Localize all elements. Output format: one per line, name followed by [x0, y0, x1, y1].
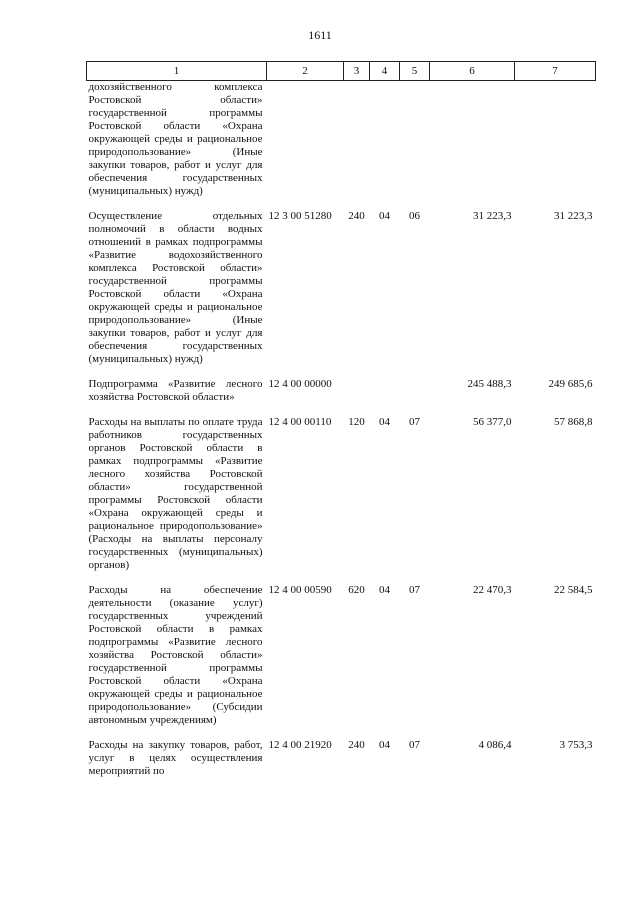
row-rz — [370, 81, 400, 199]
table-row — [87, 584, 596, 727]
row-name: дохозяйственного комплекса Ростовской области» государственной программы Ростовской области «Охрана окружающей среды и рациональное природопользование» (Иные закупки товаров, работ и услуг для обеспечения государственных (муниципальных) нужд) — [88, 81, 263, 197]
row-code: 12 4 00 00000 — [268, 378, 332, 390]
row-gap — [87, 404, 596, 416]
row-name: Расходы на выплаты по оплате труда работников государственных органов Ростовской области в рамках подпрограммы «Развитие лесного хозяйства Ростовской области» государственной программы Ростовской области «Охрана окружающей среды и рациональное природопользование» (Расходы на выплаты персоналу государственных (муниципальных) органов) — [88, 416, 263, 571]
row-pr: 07 — [409, 416, 420, 428]
row-sum1 — [430, 81, 515, 199]
row-name: Расходы на закупку товаров, работ, услуг в целях осуществления мероприятий по — [88, 739, 263, 777]
row-sum1: 4 086,4 — [478, 739, 512, 751]
row-rz: 04 — [379, 210, 390, 222]
row-gap — [87, 366, 596, 378]
budget-table — [86, 61, 596, 778]
row-rz: 04 — [379, 416, 390, 428]
row-name: Осуществление отдельных полномочий в области водных отношений в рамках подпрограммы «Развитие водохозяйственного комплекса Ростовской области» государственной программы Ростовской области «Охрана окружающей среды и рациональное природопользование» (Иные закупки товаров, работ и услуг для обеспечения государственных (муниципальных) нужд) — [88, 210, 263, 365]
header-row — [87, 62, 596, 81]
row-pr: 07 — [409, 739, 420, 751]
header-cell-5: 5 — [400, 62, 430, 81]
table-row — [87, 739, 596, 778]
table-row — [87, 210, 596, 366]
row-name: Подпрограмма «Развитие лесного хозяйства Ростовской области» — [88, 378, 263, 403]
row-sum2: 3 753,3 — [559, 739, 593, 751]
row-rz: 04 — [379, 584, 390, 596]
row-code: 12 4 00 00110 — [268, 416, 332, 428]
row-sum1: 22 470,3 — [473, 584, 512, 596]
row-sum1: 245 488,3 — [467, 378, 512, 390]
row-sum2: 249 685,6 — [548, 378, 593, 390]
header-cell-6: 6 — [430, 62, 515, 81]
header-cell-2: 2 — [267, 62, 344, 81]
header-cell-4: 4 — [370, 62, 400, 81]
row-sum2: 57 868,8 — [554, 416, 593, 428]
row-vr — [344, 378, 370, 404]
row-sum1: 56 377,0 — [473, 416, 512, 428]
row-code: 12 3 00 51280 — [268, 210, 332, 222]
row-code: 12 4 00 00590 — [268, 584, 332, 596]
row-name: Расходы на обеспечение деятельности (оказание услуг) государственных учреждений Ростовской области в рамках подпрограммы «Развитие лесного хозяйства Ростовской области» государственной программы Ростовской области «Охрана окружающей среды и рациональное природопользование» (Субсидии автономным учреждениям) — [88, 584, 263, 726]
row-vr: 240 — [348, 739, 365, 751]
row-sum2: 22 584,5 — [554, 584, 593, 596]
header-cell-3: 3 — [344, 62, 370, 81]
table-row — [87, 416, 596, 572]
header-cell-7: 7 — [515, 62, 596, 81]
row-gap — [87, 727, 596, 739]
row-pr — [400, 81, 430, 199]
table-row — [87, 81, 596, 199]
row-gap — [87, 198, 596, 210]
row-gap — [87, 572, 596, 584]
row-vr: 620 — [348, 584, 365, 596]
row-vr: 120 — [348, 416, 365, 428]
row-sum2 — [515, 81, 596, 199]
row-pr: 06 — [409, 210, 420, 222]
row-pr: 07 — [409, 584, 420, 596]
row-sum2: 31 223,3 — [554, 210, 593, 222]
row-code: 12 4 00 21920 — [268, 739, 332, 751]
header-cell-1: 1 — [87, 62, 267, 81]
row-pr — [400, 378, 430, 404]
row-vr — [344, 81, 370, 199]
row-code — [267, 81, 344, 199]
row-rz: 04 — [379, 739, 390, 751]
row-sum1: 31 223,3 — [473, 210, 512, 222]
row-vr: 240 — [348, 210, 365, 222]
table-row — [87, 378, 596, 404]
page-number: 1611 — [308, 28, 332, 42]
row-rz — [370, 378, 400, 404]
